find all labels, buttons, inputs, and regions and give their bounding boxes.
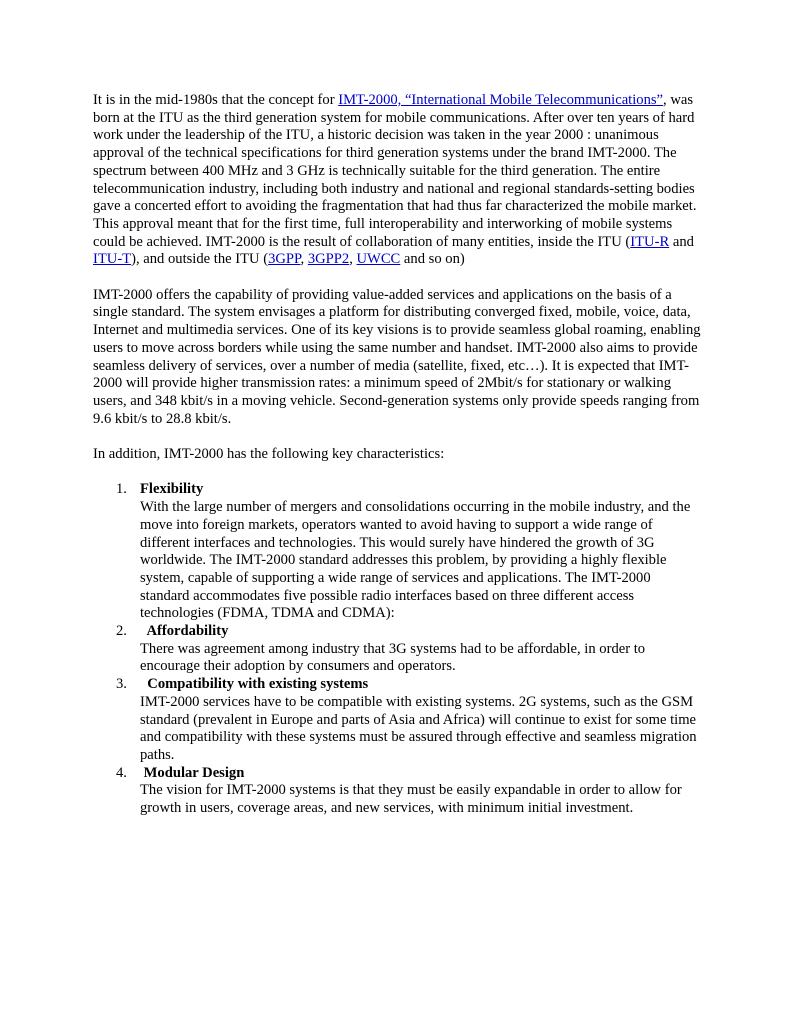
- imt-2000-link[interactable]: IMT-2000, “International Mobile Telecommunications”: [338, 92, 664, 108]
- para1-text-4: ), and outside the ITU (: [131, 251, 269, 268]
- itu-r-link[interactable]: ITU-R: [630, 233, 670, 250]
- itu-t-link[interactable]: ITU-T: [93, 251, 132, 268]
- para1-separator-2: ,: [349, 251, 357, 268]
- list-item-compatibility: [93, 676, 703, 765]
- list-item-title: Modular Design: [140, 764, 245, 781]
- list-item-body: There was agreement among industry that 3G systems had to be affordable, in order to encourage their adoption by consumers and operators.: [140, 640, 646, 675]
- list-intro: In addition, IMT-2000 has the following key characteristics:: [93, 446, 445, 463]
- list-item-body: The vision for IMT-2000 systems is that they must be easily expandable in order to allow for growth in users, coverage areas, and new services, with minimum initial investment.: [140, 782, 682, 817]
- list-item-body: With the large number of mergers and consolidations occurring in the mobile industry, and the move into foreign markets, operators wanted to avoid having to support a wide range of different interfaces and technologies. This would surely have hindered the growth of 3G worldwide. The IMT-2000 standard addresses this problem, by providing a highly flexible system, capable of supporting a wide range of services and applications. The IMT-2000 standard accommodates five possible radio interfaces based on three different access technologies (FDMA, TDMA and CDMA):: [140, 499, 691, 622]
- list-item-title: Affordability: [140, 623, 229, 640]
- list-item-affordability: [93, 623, 703, 676]
- 3gpp2-link[interactable]: 3GPP2: [307, 251, 350, 268]
- list-number: 3.: [116, 676, 127, 693]
- list-item-flexibility: [93, 481, 703, 623]
- para1-text-3: and: [669, 233, 694, 250]
- 3gpp-link[interactable]: 3GPP: [268, 251, 301, 268]
- list-number: 1.: [116, 481, 127, 498]
- para1-text-1: It is in the mid-1980s that the concept for: [93, 92, 339, 108]
- uwcc-link[interactable]: UWCC: [356, 251, 401, 268]
- para1-text-5: and so on): [400, 251, 465, 268]
- paragraph-capabilities: IMT-2000 offers the capability of providing value-added services and applications on the basis of a single standard. The system envisages a platform for distributing converged fixed, mobile, voice, data, Internet and multimedia services. One of its key visions is to provide seamless global roaming, enabling users to move across borders while using the same number and handset. IMT-2000 also aims to provide seamless delivery of services, over a number of media (satellite, fixed, etc…). It is expected that IMT-2000 will provide higher transmission rates: a minimum speed of 2Mbit/s for stationary or walking users, and 348 kbit/s in a moving vehicle. Second-generation systems only provide speeds ranging from 9.6 kbit/s to 28.8 kbit/s.: [93, 286, 701, 427]
- list-item-title: Compatibility with existing systems: [140, 676, 369, 693]
- list-number: 2.: [116, 623, 127, 640]
- list-number: 4.: [116, 764, 127, 781]
- characteristics-list: [93, 481, 703, 817]
- para1-separator-1: ,: [300, 251, 308, 268]
- paragraph-itu-history: [93, 92, 703, 269]
- list-item-title: Flexibility: [140, 481, 204, 498]
- list-item-body: IMT-2000 services have to be compatible with existing systems. 2G systems, such as the GSM standard (prevalent in Europe and parts of Asia and Africa) will continue to exist for some time and compatibility with these systems must be assured through effective and seamless migration paths.: [140, 693, 697, 763]
- list-item-modular-design: [93, 765, 703, 818]
- para1-text-2: , was born at the ITU as the third generation system for mobile communications. After over ten years of hard work under the leadership of the ITU, a historic decision was taken in the year 2000 : unanimous approval of the technical specifications for third generation systems under the brand IMT-2000. The spectrum between 400 MHz and 3 GHz is technically suitable for the third generation. The entire telecommunication industry, including both industry and national and regional standards-setting bodies gave a concerted effort to avoiding the fragmentation that had thus far characterized the mobile market. This approval meant that for the first time, full interoperability and interworking of mobile systems could be achieved. IMT-2000 is the result of collaboration of many entities, inside the ITU (: [93, 92, 697, 250]
